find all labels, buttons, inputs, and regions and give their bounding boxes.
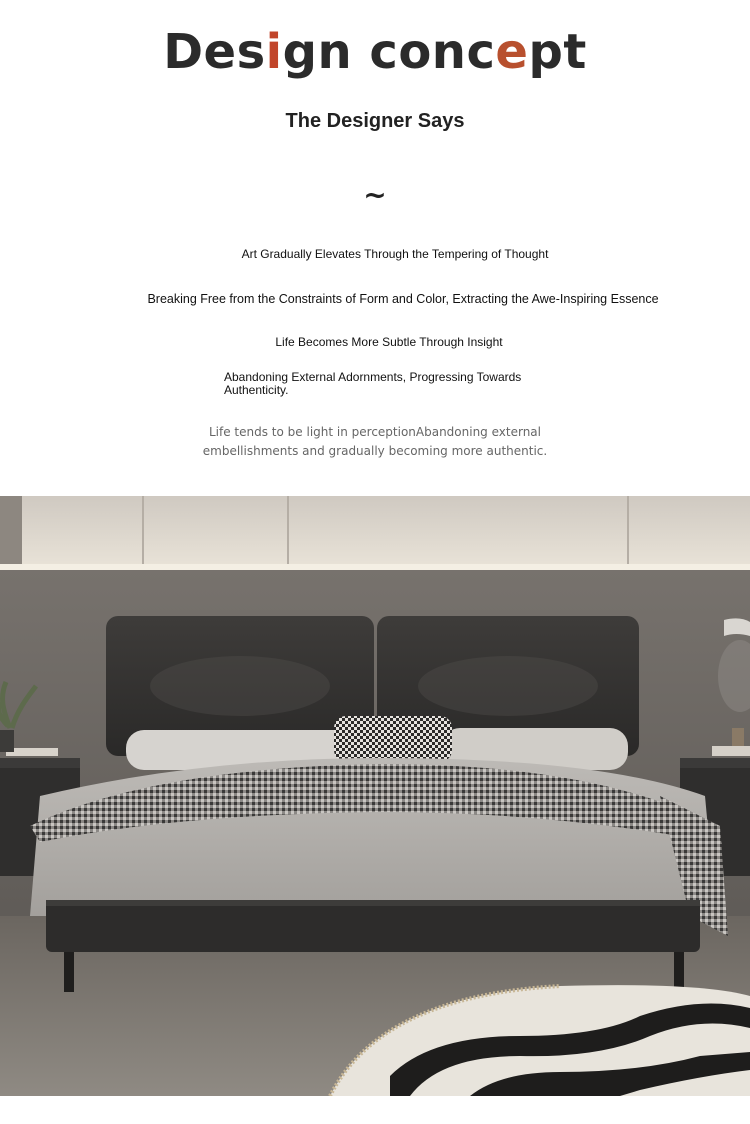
bedroom-photo bbox=[0, 496, 750, 1096]
statement-line-4: Abandoning External Adornments, Progressing Towards Authenticity. bbox=[224, 370, 522, 397]
designer-says-subtitle: The Designer Says bbox=[285, 110, 465, 132]
title-accent-i: i bbox=[265, 24, 283, 80]
statement-line-2: Breaking Free from the Constraints of Form and Color, Extracting the Awe-Inspiring Essence bbox=[147, 292, 659, 306]
page-title bbox=[163, 24, 587, 80]
quote-line-1: Life tends to be light in perceptionAbandoning external bbox=[208, 425, 541, 439]
design-concept-heading bbox=[0, 24, 750, 80]
designer-quote bbox=[150, 423, 600, 461]
statement-line-3: Life Becomes More Subtle Through Insight bbox=[275, 335, 503, 349]
bedroom-illustration bbox=[0, 496, 750, 1096]
title-part-1: Des bbox=[163, 24, 266, 80]
title-part-2: gn conc bbox=[282, 24, 496, 80]
tilde-ornament: ~ bbox=[363, 178, 387, 211]
quote-line-2: embellishments and gradually becoming more authentic. bbox=[202, 444, 548, 458]
statement-line-1: Art Gradually Elevates Through the Tempering of Thought bbox=[241, 247, 549, 261]
title-accent-e: e bbox=[495, 24, 529, 80]
title-part-3: pt bbox=[528, 24, 587, 80]
